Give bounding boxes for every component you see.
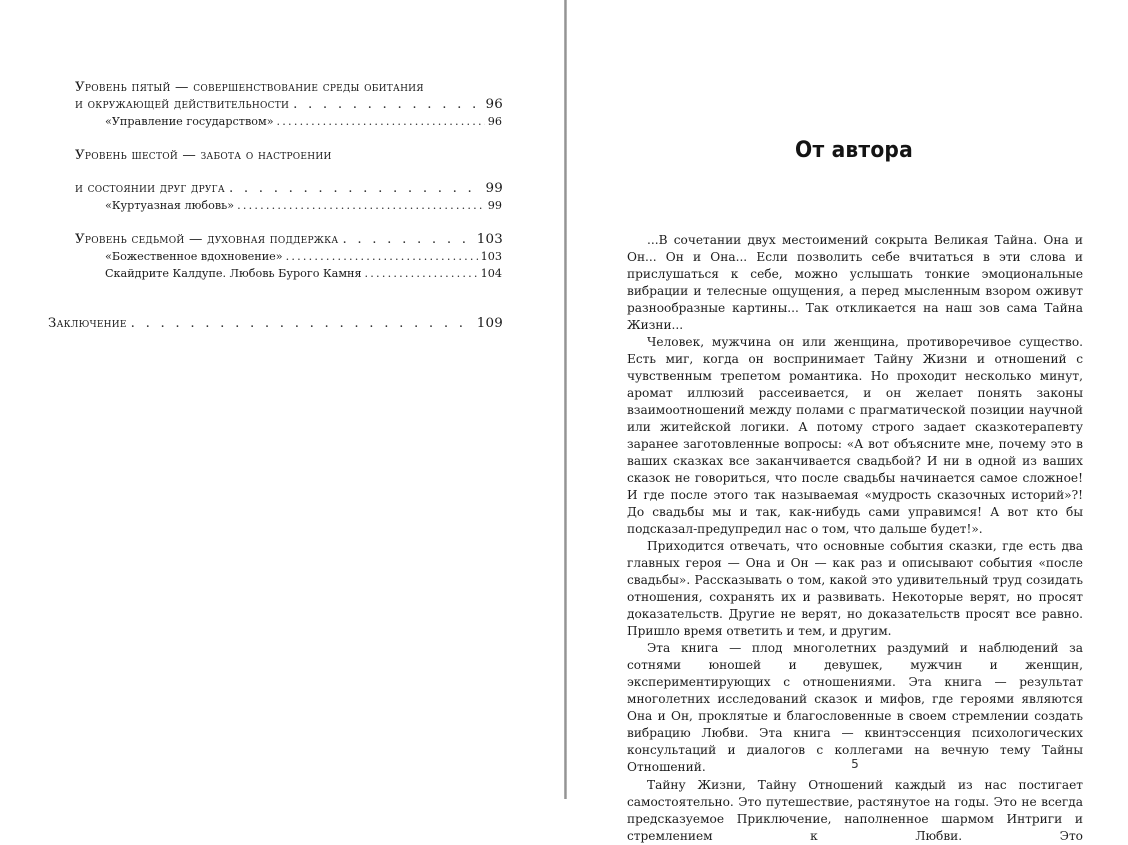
toc-leader-dots <box>131 316 473 331</box>
body-text <box>627 232 1083 845</box>
toc-page-number: 96 <box>485 97 503 112</box>
paragraph: Человек, мужчина он или женщина, противоречивое существо. Есть миг, когда он воспринимает Тайну Жизни и отношений с чувственным трепетом романтика. Но проходит несколько минут, аромат иллюзий рассеивается, и он желает понять законы взаимоотношений между полами с прагматической позиции научной или житейской логики. А потому строго задает сказкотерапевту заранее заготовленные вопросы: «А вот объясните мне, почему это в ваших сказках все заканчивается свадьбой? И ни в одной из ваших сказок не говориться, что после свадьбы начинается самое сложное! И где после этого так называемая «мудрость сказочных историй»?! До свадьбы мы и так, как-нибудь сами управимся! А вот кто бы подсказал-предупредил нас о том, что дальше будет!». <box>627 335 1083 537</box>
toc-entry <box>75 80 503 95</box>
toc-leader-dots <box>365 267 478 280</box>
page-number: 5 <box>851 757 859 771</box>
toc-entry <box>75 181 503 196</box>
toc-page-number: 109 <box>476 316 503 331</box>
toc-entry-title: Уровень седьмой — духовная поддержка <box>75 232 339 247</box>
toc-subentry <box>105 250 502 263</box>
toc-entry <box>75 148 503 163</box>
toc-subentry <box>105 115 502 128</box>
toc-leader-dots <box>286 250 478 263</box>
toc-entry-title: и окружающей действительности <box>75 97 290 112</box>
toc-entry-title: «Куртуазная любовь» <box>105 199 235 212</box>
toc-leader-dots <box>277 115 485 128</box>
left-page <box>0 0 564 799</box>
toc-page-number: 103 <box>476 232 503 247</box>
page-title: От автора <box>795 138 913 163</box>
toc-entry-title: «Управление государством» <box>105 115 274 128</box>
toc-entry-conclusion <box>48 316 503 331</box>
toc-entry <box>75 97 503 112</box>
paragraph: Тайну Жизни, Тайну Отношений каждый из нас постигает самостоятельно. Это путешествие, растянутое на годы. Это не всегда предсказуемое Приключение, наполненное шармом Интриги и стремлением к Любви. Это <box>627 777 1083 843</box>
toc-entry-title: и состоянии друг друга <box>75 181 225 196</box>
toc-entry-title: Уровень шестой — забота о настроении <box>75 148 332 163</box>
toc-entry <box>75 232 503 247</box>
toc-entry-title: Уровень пятый — совершенствование среды обитания <box>75 80 424 95</box>
toc-leader-dots <box>293 97 481 112</box>
paragraph: Приходится отвечать, что основные события сказки, где есть два главных героя — Она и Он — как раз и описывают события «после свадьбы». Рассказывать о том, какой это удивительный труд созидать отношения, сохранять их и развивать. Некоторые верят, но просят доказательств. Другие не верят, но доказательств просят все равно. Пришло время ответить и тем, и другим. <box>627 539 1083 639</box>
toc-subentry <box>105 199 502 212</box>
toc-leader-dots <box>342 232 472 247</box>
toc-page-number: 99 <box>487 199 502 212</box>
toc-page-number: 103 <box>480 250 502 263</box>
table-of-contents <box>0 0 564 799</box>
paragraph: ...В сочетании двух местоимений сокрыта Великая Тайна. Она и Он... Он и Она... Если позволить себе вчитаться в эти слова и прислушаться к себе, можно услышать тонкие эмоциональные вибрации и телесные ощущения, а перед мысленным взором оживут разнообразные картины... Так откликается на наш зов сама Тайна Жизни... <box>627 233 1083 333</box>
toc-leader-dots <box>229 181 482 196</box>
toc-subentry <box>105 267 502 280</box>
toc-entry-title: «Божественное вдохновение» <box>105 250 283 263</box>
toc-entry-title: Скайдрите Калдупе. Любовь Бурого Камня <box>105 267 362 280</box>
toc-page-number: 104 <box>480 267 502 280</box>
toc-page-number: 99 <box>485 181 503 196</box>
toc-page-number: 96 <box>487 115 502 128</box>
toc-leader-dots <box>237 199 485 212</box>
toc-entry-title: Заключение <box>48 316 127 331</box>
paragraph: Эта книга — плод многолетних раздумий и наблюдений за сотнями юношей и девушек, мужчин и женщин, экспериментирующих с отношениями. Эта книга — результат многолетних исследований сказок и мифов, где героями являются Она и Он, проклятые и благословенные в своем стремлении создать вибрацию Любви. Эта книга — квинтэссенция психологических консультаций и диалогов с коллегами на вечную тему Тайны Отношений. <box>627 641 1083 775</box>
